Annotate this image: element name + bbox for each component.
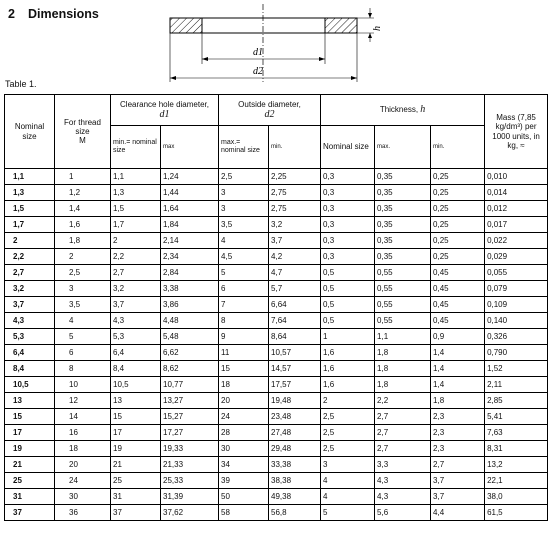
- cell-clearance-min: 2: [111, 233, 161, 249]
- cell-nominal-size: 1,7: [5, 217, 55, 233]
- header-clearance-label: Clearance hole diameter,: [120, 99, 209, 109]
- cell-thickness-max: 1,8: [375, 377, 431, 393]
- cell-thickness-nominal: 2,5: [321, 409, 375, 425]
- cell-outside-max: 30: [219, 441, 269, 457]
- cell-nominal-size: 17: [5, 425, 55, 441]
- table-row: [5, 233, 548, 249]
- cell-clearance-min: 37: [111, 505, 161, 521]
- cell-thickness-min: 0,25: [431, 169, 485, 185]
- cell-thread-size: 2,5: [55, 265, 111, 281]
- cell-clearance-min: 2,7: [111, 265, 161, 281]
- cell-mass: 2,11: [485, 377, 548, 393]
- cell-outside-min: 23,48: [269, 409, 321, 425]
- cell-thickness-min: 2,3: [431, 425, 485, 441]
- cell-thread-size: 24: [55, 473, 111, 489]
- cell-clearance-max: 1,64: [161, 201, 219, 217]
- header-clearance-var: d1: [159, 108, 170, 120]
- cell-clearance-min: 5,3: [111, 329, 161, 345]
- cell-thickness-max: 2,7: [375, 441, 431, 457]
- cell-outside-min: 33,38: [269, 457, 321, 473]
- subheader-outside-max: max.= nominal size: [219, 126, 269, 169]
- label-d1: d1: [253, 47, 263, 58]
- cell-mass: 2,85: [485, 393, 548, 409]
- cell-clearance-max: 37,62: [161, 505, 219, 521]
- cell-thickness-max: 0,55: [375, 281, 431, 297]
- cell-nominal-size: 1,3: [5, 185, 55, 201]
- header-clearance: [111, 95, 219, 126]
- table-row: [5, 281, 548, 297]
- header-nominal-size: Nominal size: [5, 95, 55, 169]
- cell-mass: 0,022: [485, 233, 548, 249]
- cell-outside-max: 20: [219, 393, 269, 409]
- header-outside: [219, 95, 321, 126]
- table-caption: Table 1.: [5, 79, 37, 89]
- cell-clearance-max: 25,33: [161, 473, 219, 489]
- cell-clearance-min: 31: [111, 489, 161, 505]
- cell-thickness-max: 0,55: [375, 265, 431, 281]
- cell-outside-min: 8,64: [269, 329, 321, 345]
- cell-outside-min: 29,48: [269, 441, 321, 457]
- cell-thickness-max: 3,3: [375, 457, 431, 473]
- cell-outside-max: 7: [219, 297, 269, 313]
- cell-thickness-min: 0,25: [431, 185, 485, 201]
- cell-outside-min: 3,7: [269, 233, 321, 249]
- cell-thickness-max: 0,35: [375, 169, 431, 185]
- cell-outside-max: 3: [219, 201, 269, 217]
- cell-clearance-min: 6,4: [111, 345, 161, 361]
- cell-nominal-size: 1,5: [5, 201, 55, 217]
- cell-clearance-min: 10,5: [111, 377, 161, 393]
- cell-thread-size: 16: [55, 425, 111, 441]
- header-mass: Mass (7,85 kg/dm³) per 1000 units, in kg, ≈: [485, 95, 548, 169]
- cell-outside-max: 11: [219, 345, 269, 361]
- cell-nominal-size: 19: [5, 441, 55, 457]
- cell-thread-size: 14: [55, 409, 111, 425]
- cell-mass: 61,5: [485, 505, 548, 521]
- cell-thread-size: 1,2: [55, 185, 111, 201]
- table-row: [5, 505, 548, 521]
- cell-thickness-max: 1,1: [375, 329, 431, 345]
- cell-thickness-max: 2,2: [375, 393, 431, 409]
- header-thread-size-unit: M: [79, 136, 86, 146]
- cell-thickness-max: 0,35: [375, 201, 431, 217]
- cell-outside-min: 2,25: [269, 169, 321, 185]
- cell-nominal-size: 25: [5, 473, 55, 489]
- table-row: [5, 489, 548, 505]
- cell-clearance-max: 10,77: [161, 377, 219, 393]
- cell-thickness-min: 0,25: [431, 201, 485, 217]
- section-heading: [8, 7, 99, 21]
- cell-thickness-min: 0,25: [431, 217, 485, 233]
- table-row: [5, 249, 548, 265]
- cell-clearance-max: 6,62: [161, 345, 219, 361]
- cell-nominal-size: 6,4: [5, 345, 55, 361]
- cell-nominal-size: 1,1: [5, 169, 55, 185]
- cell-thickness-nominal: 2,5: [321, 441, 375, 457]
- cell-thread-size: 10: [55, 377, 111, 393]
- table-row: [5, 265, 548, 281]
- cell-clearance-max: 3,38: [161, 281, 219, 297]
- cell-thread-size: 1,4: [55, 201, 111, 217]
- cell-thickness-max: 0,35: [375, 217, 431, 233]
- cell-mass: 38,0: [485, 489, 548, 505]
- cell-nominal-size: 5,3: [5, 329, 55, 345]
- header-thickness-label: Thickness,: [379, 105, 419, 115]
- cell-thickness-nominal: 5: [321, 505, 375, 521]
- table-row: [5, 201, 548, 217]
- cell-thickness-min: 0,25: [431, 249, 485, 265]
- cell-thickness-nominal: 1,6: [321, 377, 375, 393]
- cell-outside-max: 4,5: [219, 249, 269, 265]
- washer-diagram: [160, 2, 385, 84]
- cell-clearance-max: 15,27: [161, 409, 219, 425]
- cell-nominal-size: 21: [5, 457, 55, 473]
- cell-thickness-nominal: 0,3: [321, 169, 375, 185]
- cell-thread-size: 30: [55, 489, 111, 505]
- washer-section-left: [170, 18, 202, 33]
- subheader-clearance-max: max: [161, 126, 219, 169]
- cell-mass: 0,010: [485, 169, 548, 185]
- cell-clearance-max: 17,27: [161, 425, 219, 441]
- cell-thickness-min: 1,4: [431, 361, 485, 377]
- cell-thickness-min: 0,45: [431, 281, 485, 297]
- cell-outside-min: 7,64: [269, 313, 321, 329]
- cell-thread-size: 3,5: [55, 297, 111, 313]
- cell-clearance-max: 1,84: [161, 217, 219, 233]
- cell-mass: 22,1: [485, 473, 548, 489]
- cell-thickness-min: 2,7: [431, 457, 485, 473]
- cell-thickness-max: 0,35: [375, 185, 431, 201]
- cell-thread-size: 1: [55, 169, 111, 185]
- cell-thickness-nominal: 2,5: [321, 425, 375, 441]
- cell-clearance-min: 21: [111, 457, 161, 473]
- cell-thread-size: 12: [55, 393, 111, 409]
- cell-thickness-min: 3,7: [431, 489, 485, 505]
- cell-clearance-min: 3,2: [111, 281, 161, 297]
- dimensions-table: [4, 94, 548, 521]
- table-row: [5, 457, 548, 473]
- cell-thickness-nominal: 2: [321, 393, 375, 409]
- cell-thickness-max: 2,7: [375, 425, 431, 441]
- cell-thickness-nominal: 0,3: [321, 249, 375, 265]
- cell-thickness-min: 0,9: [431, 329, 485, 345]
- cell-nominal-size: 4,3: [5, 313, 55, 329]
- cell-clearance-max: 13,27: [161, 393, 219, 409]
- cell-clearance-min: 17: [111, 425, 161, 441]
- subheader-clearance-min: min.= nominal size: [111, 126, 161, 169]
- cell-thread-size: 1,6: [55, 217, 111, 233]
- cell-clearance-max: 8,62: [161, 361, 219, 377]
- cell-thickness-min: 0,45: [431, 313, 485, 329]
- cell-outside-min: 2,75: [269, 201, 321, 217]
- cell-mass: 0,055: [485, 265, 548, 281]
- cell-outside-min: 27,48: [269, 425, 321, 441]
- table-row: [5, 345, 548, 361]
- cell-mass: 13,2: [485, 457, 548, 473]
- cell-thread-size: 20: [55, 457, 111, 473]
- cell-clearance-max: 2,84: [161, 265, 219, 281]
- cell-thickness-nominal: 0,3: [321, 217, 375, 233]
- cell-thickness-max: 4,3: [375, 489, 431, 505]
- cell-thickness-min: 3,7: [431, 473, 485, 489]
- table-row: [5, 217, 548, 233]
- cell-thread-size: 36: [55, 505, 111, 521]
- cell-outside-max: 24: [219, 409, 269, 425]
- cell-thickness-nominal: 1: [321, 329, 375, 345]
- cell-thread-size: 4: [55, 313, 111, 329]
- label-h: h: [372, 26, 383, 31]
- cell-nominal-size: 2,2: [5, 249, 55, 265]
- cell-nominal-size: 2,7: [5, 265, 55, 281]
- cell-thickness-min: 2,3: [431, 441, 485, 457]
- cell-thickness-max: 1,8: [375, 345, 431, 361]
- cell-mass: 1,52: [485, 361, 548, 377]
- cell-outside-min: 14,57: [269, 361, 321, 377]
- table-row: [5, 185, 548, 201]
- cell-outside-min: 4,2: [269, 249, 321, 265]
- cell-thickness-nominal: 0,3: [321, 185, 375, 201]
- cell-clearance-max: 19,33: [161, 441, 219, 457]
- cell-clearance-max: 1,44: [161, 185, 219, 201]
- table-row: [5, 297, 548, 313]
- table-row: [5, 329, 548, 345]
- cell-outside-min: 5,7: [269, 281, 321, 297]
- cell-thread-size: 6: [55, 345, 111, 361]
- cell-outside-min: 17,57: [269, 377, 321, 393]
- subheader-thickness-max: max.: [375, 126, 431, 169]
- cell-thickness-min: 0,45: [431, 265, 485, 281]
- cell-outside-max: 5: [219, 265, 269, 281]
- cell-mass: 0,014: [485, 185, 548, 201]
- cell-outside-max: 3,5: [219, 217, 269, 233]
- cell-thickness-max: 4,3: [375, 473, 431, 489]
- header-outside-var: d2: [264, 108, 275, 120]
- cell-nominal-size: 3,7: [5, 297, 55, 313]
- cell-thickness-min: 1,8: [431, 393, 485, 409]
- header-thickness: [321, 95, 485, 126]
- cell-mass: 0,140: [485, 313, 548, 329]
- cell-outside-max: 58: [219, 505, 269, 521]
- cell-thickness-nominal: 4: [321, 473, 375, 489]
- cell-nominal-size: 3,2: [5, 281, 55, 297]
- cell-mass: 0,790: [485, 345, 548, 361]
- cell-mass: 0,109: [485, 297, 548, 313]
- cell-outside-max: 15: [219, 361, 269, 377]
- cell-nominal-size: 2: [5, 233, 55, 249]
- cell-outside-min: 4,7: [269, 265, 321, 281]
- cell-outside-max: 28: [219, 425, 269, 441]
- subheader-outside-min: min.: [269, 126, 321, 169]
- cell-thickness-max: 1,8: [375, 361, 431, 377]
- cell-outside-min: 49,38: [269, 489, 321, 505]
- table-row: [5, 425, 548, 441]
- cell-thread-size: 3: [55, 281, 111, 297]
- cell-outside-max: 2,5: [219, 169, 269, 185]
- cell-mass: 0,017: [485, 217, 548, 233]
- cell-mass: 0,079: [485, 281, 548, 297]
- table-body: [5, 169, 548, 521]
- cell-outside-max: 34: [219, 457, 269, 473]
- cell-clearance-max: 31,39: [161, 489, 219, 505]
- table-row: [5, 473, 548, 489]
- cell-clearance-min: 3,7: [111, 297, 161, 313]
- table-row: [5, 313, 548, 329]
- table-row: [5, 409, 548, 425]
- table-row: [5, 361, 548, 377]
- cell-outside-max: 4: [219, 233, 269, 249]
- cell-thread-size: 5: [55, 329, 111, 345]
- cell-clearance-min: 13: [111, 393, 161, 409]
- cell-clearance-min: 1,1: [111, 169, 161, 185]
- cell-clearance-max: 4,48: [161, 313, 219, 329]
- cell-clearance-min: 19: [111, 441, 161, 457]
- cell-clearance-min: 1,5: [111, 201, 161, 217]
- cell-outside-max: 18: [219, 377, 269, 393]
- cell-outside-max: 8: [219, 313, 269, 329]
- cell-clearance-max: 2,34: [161, 249, 219, 265]
- cell-clearance-max: 2,14: [161, 233, 219, 249]
- cell-thickness-nominal: 0,5: [321, 265, 375, 281]
- cell-thickness-max: 0,55: [375, 313, 431, 329]
- cell-clearance-min: 8,4: [111, 361, 161, 377]
- cell-nominal-size: 31: [5, 489, 55, 505]
- subheader-thickness-nominal: Nominal size: [321, 126, 375, 169]
- cell-thread-size: 2: [55, 249, 111, 265]
- cell-outside-max: 39: [219, 473, 269, 489]
- table-row: [5, 377, 548, 393]
- cell-outside-min: 6,64: [269, 297, 321, 313]
- cell-thickness-nominal: 1,6: [321, 361, 375, 377]
- cell-thickness-min: 0,25: [431, 233, 485, 249]
- cell-thread-size: 8: [55, 361, 111, 377]
- cell-clearance-min: 1,3: [111, 185, 161, 201]
- cell-thickness-max: 0,35: [375, 233, 431, 249]
- cell-mass: 8,31: [485, 441, 548, 457]
- cell-outside-max: 50: [219, 489, 269, 505]
- cell-thickness-min: 1,4: [431, 345, 485, 361]
- cell-outside-min: 10,57: [269, 345, 321, 361]
- cell-thickness-nominal: 0,5: [321, 281, 375, 297]
- header-thread-size-label: For thread size: [64, 117, 101, 136]
- cell-outside-min: 56,8: [269, 505, 321, 521]
- cell-nominal-size: 13: [5, 393, 55, 409]
- section-title: Dimensions: [28, 7, 99, 21]
- cell-mass: 7,63: [485, 425, 548, 441]
- cell-outside-min: 19,48: [269, 393, 321, 409]
- cell-outside-min: 38,38: [269, 473, 321, 489]
- cell-thickness-nominal: 4: [321, 489, 375, 505]
- cell-thickness-max: 0,55: [375, 297, 431, 313]
- washer-section-right: [325, 18, 357, 33]
- cell-thickness-max: 5,6: [375, 505, 431, 521]
- label-d2: d2: [253, 66, 263, 77]
- cell-clearance-min: 25: [111, 473, 161, 489]
- table-row: [5, 441, 548, 457]
- cell-mass: 5,41: [485, 409, 548, 425]
- cell-thickness-min: 1,4: [431, 377, 485, 393]
- cell-thickness-nominal: 0,5: [321, 297, 375, 313]
- cell-thickness-nominal: 1,6: [321, 345, 375, 361]
- cell-thickness-nominal: 0,5: [321, 313, 375, 329]
- cell-outside-max: 6: [219, 281, 269, 297]
- header-thickness-var: h: [420, 104, 426, 116]
- cell-clearance-max: 5,48: [161, 329, 219, 345]
- cell-clearance-max: 21,33: [161, 457, 219, 473]
- cell-thickness-nominal: 0,3: [321, 233, 375, 249]
- cell-mass: 0,029: [485, 249, 548, 265]
- cell-clearance-max: 3,86: [161, 297, 219, 313]
- header-outside-label: Outside diameter,: [238, 99, 301, 109]
- cell-clearance-min: 4,3: [111, 313, 161, 329]
- cell-thickness-nominal: 3: [321, 457, 375, 473]
- table-row: [5, 169, 548, 185]
- cell-outside-max: 3: [219, 185, 269, 201]
- cell-nominal-size: 15: [5, 409, 55, 425]
- subheader-thickness-min: min.: [431, 126, 485, 169]
- cell-clearance-min: 15: [111, 409, 161, 425]
- cell-nominal-size: 10,5: [5, 377, 55, 393]
- table-row: [5, 393, 548, 409]
- section-number: 2: [8, 7, 15, 21]
- cell-nominal-size: 8,4: [5, 361, 55, 377]
- header-thread-size: [55, 95, 111, 169]
- cell-thread-size: 1,8: [55, 233, 111, 249]
- cell-mass: 0,326: [485, 329, 548, 345]
- cell-outside-min: 2,75: [269, 185, 321, 201]
- cell-nominal-size: 37: [5, 505, 55, 521]
- cell-thickness-min: 2,3: [431, 409, 485, 425]
- cell-thickness-min: 4,4: [431, 505, 485, 521]
- cell-mass: 0,012: [485, 201, 548, 217]
- cell-thickness-max: 0,35: [375, 249, 431, 265]
- cell-outside-max: 9: [219, 329, 269, 345]
- cell-thickness-max: 2,7: [375, 409, 431, 425]
- cell-thickness-nominal: 0,3: [321, 201, 375, 217]
- cell-outside-min: 3,2: [269, 217, 321, 233]
- cell-thickness-min: 0,45: [431, 297, 485, 313]
- cell-clearance-min: 1,7: [111, 217, 161, 233]
- cell-clearance-min: 2,2: [111, 249, 161, 265]
- cell-thread-size: 18: [55, 441, 111, 457]
- cell-clearance-max: 1,24: [161, 169, 219, 185]
